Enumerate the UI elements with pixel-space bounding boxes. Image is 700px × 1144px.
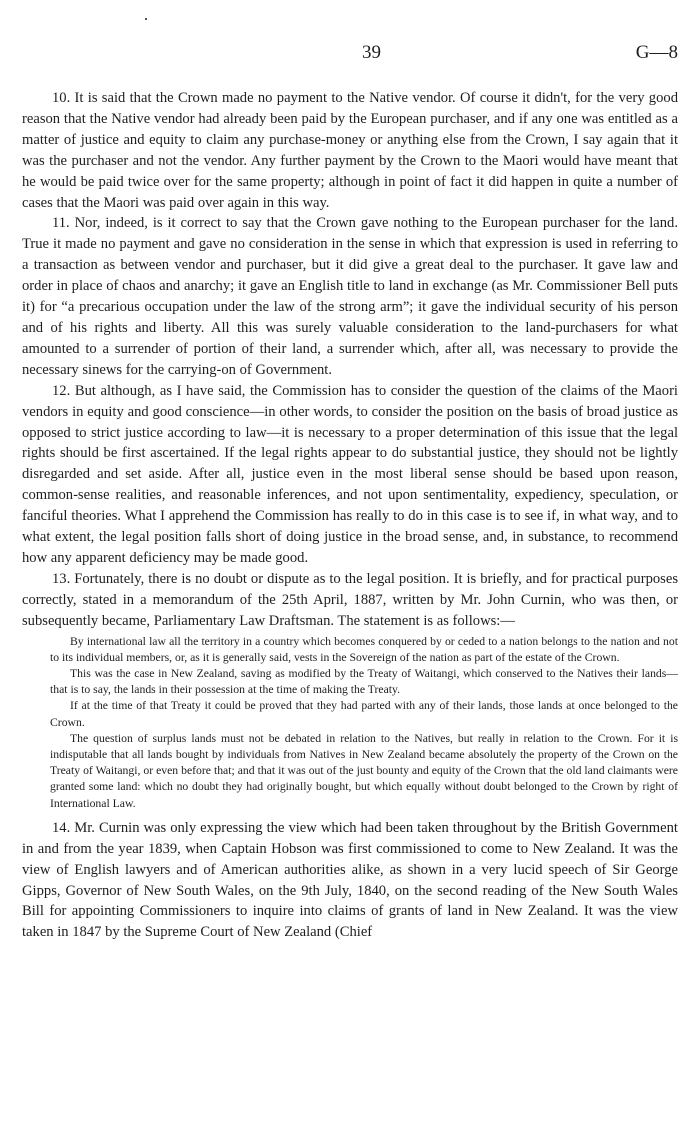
document-reference: G—8 (635, 42, 678, 63)
quoted-memorandum (22, 634, 678, 812)
page-body (22, 88, 678, 943)
quote-paragraph: If at the time of that Treaty it could be proved that they had parted with any of their lands, those lands at once belonged to the Crown. (50, 699, 678, 729)
quote-paragraph: This was the case in New Zealand, saving as modified by the Treaty of Waitangi, which conserved to the Natives their lands—that is to say, the lands in their possession at the time of making the Treaty. (50, 666, 678, 697)
page-header (22, 42, 678, 68)
page-speck (145, 18, 147, 20)
paragraph-11: 11. Nor, indeed, is it correct to say that the Crown gave nothing to the European purchaser for the land. True it made no payment and gave no consideration in the sense in which that expression is used in referring to a transaction as between vendor and purchaser, but it did give a great deal to the purchaser. It gave law and order in place of chaos and anarchy; it gave an English title to land in exchange (as Mr. Commissioner Bell puts it) for “a precarious occupation under the law of the strong arm”; it gave the individual security of his person and of his rights and liberty. All this was surely valuable consideration to the land-purchasers for what amounted to a surrender of portion of their land, a surrender which, after all, was necessary to provide the necessary sinews for the carrying-on of Government. (22, 215, 678, 378)
quote-paragraph: By international law all the territory in a country which becomes conquered by or ceded to a nation belongs to the nation and not to its individual members, or, as it is generally said, vests in the Sovereign of the nation as part of the estate of the Crown. (50, 634, 678, 664)
paragraph-13: 13. Fortunately, there is no doubt or dispute as to the legal position. It is briefly, and for practical purposes correctly, stated in a memorandum of the 25th April, 1887, written by Mr. John Curnin, who was then, or subsequently became, Parliamentary Law Draftsman. The statement is as follows:— (22, 570, 678, 629)
quote-paragraph: The question of surplus lands must not be debated in relation to the Natives, but really in relation to the Crown. For it is indisputable that all lands bought by individuals from Natives in New Zealand became absolutely the property of the Crown on the Treaty of Waitangi, or even before that; and that it was out of the just bounty and equity of the Crown that the old land claimants were granted some land: which no doubt they had originally bought, but which equally without doubt belonged to the Crown by right of International Law. (50, 731, 678, 810)
paragraph-10: 10. It is said that the Crown made no payment to the Native vendor. Of course it didn't, for the very good reason that the Native vendor had already been paid by the European purchaser, and if any one was entitled as a matter of justice and equity to claim any purchase-money or anything else from the Crown, I say again that it was the purchaser and not the vendor. Any further payment by the Crown to the Maori would have meant that he would be paid twice over for the same property; although in point of fact it did happen in quite a number of cases that the Maori was paid over again in this way. (22, 90, 678, 211)
paragraph-12: 12. But although, as I have said, the Commission has to consider the question of the claims of the Maori vendors in equity and good conscience—in other words, to consider the position on the basis of broad justice as opposed to strict justice according to law—it is necessary to a proper determination of this issue that the legal rights should be first ascertained. If the legal rights appear to do substantial justice, they should not be lightly disregarded and set aside. After all, justice even in the most liberal sense should be based upon reason, common-sense realities, and reasonable inferences, and not upon sentimentality, expediency, speculation, or fanciful theories. What I apprehend the Commission has really to do in this case is to see if, in what way, and to what extent, the legal position falls short of doing justice in the broad sense, and, in substance, to recommend how any apparent deficiency may be made good. (22, 382, 678, 566)
page-number: 39 (362, 42, 381, 63)
paragraph-14: 14. Mr. Curnin was only expressing the view which had been taken throughout by the British Government in and from the year 1839, when Captain Hobson was first commissioned to come to New Zealand. It was the view of English lawyers and of American authorities alike, as shown in a very lucid speech of Sir George Gipps, Governor of New South Wales, on the 9th July, 1840, on the second reading of the New South Wales Bill for appointing Commissioners to inquire into claims of grants of land in New Zealand. It was the view taken in 1847 by the Supreme Court of New Zealand (Chief (22, 819, 678, 941)
